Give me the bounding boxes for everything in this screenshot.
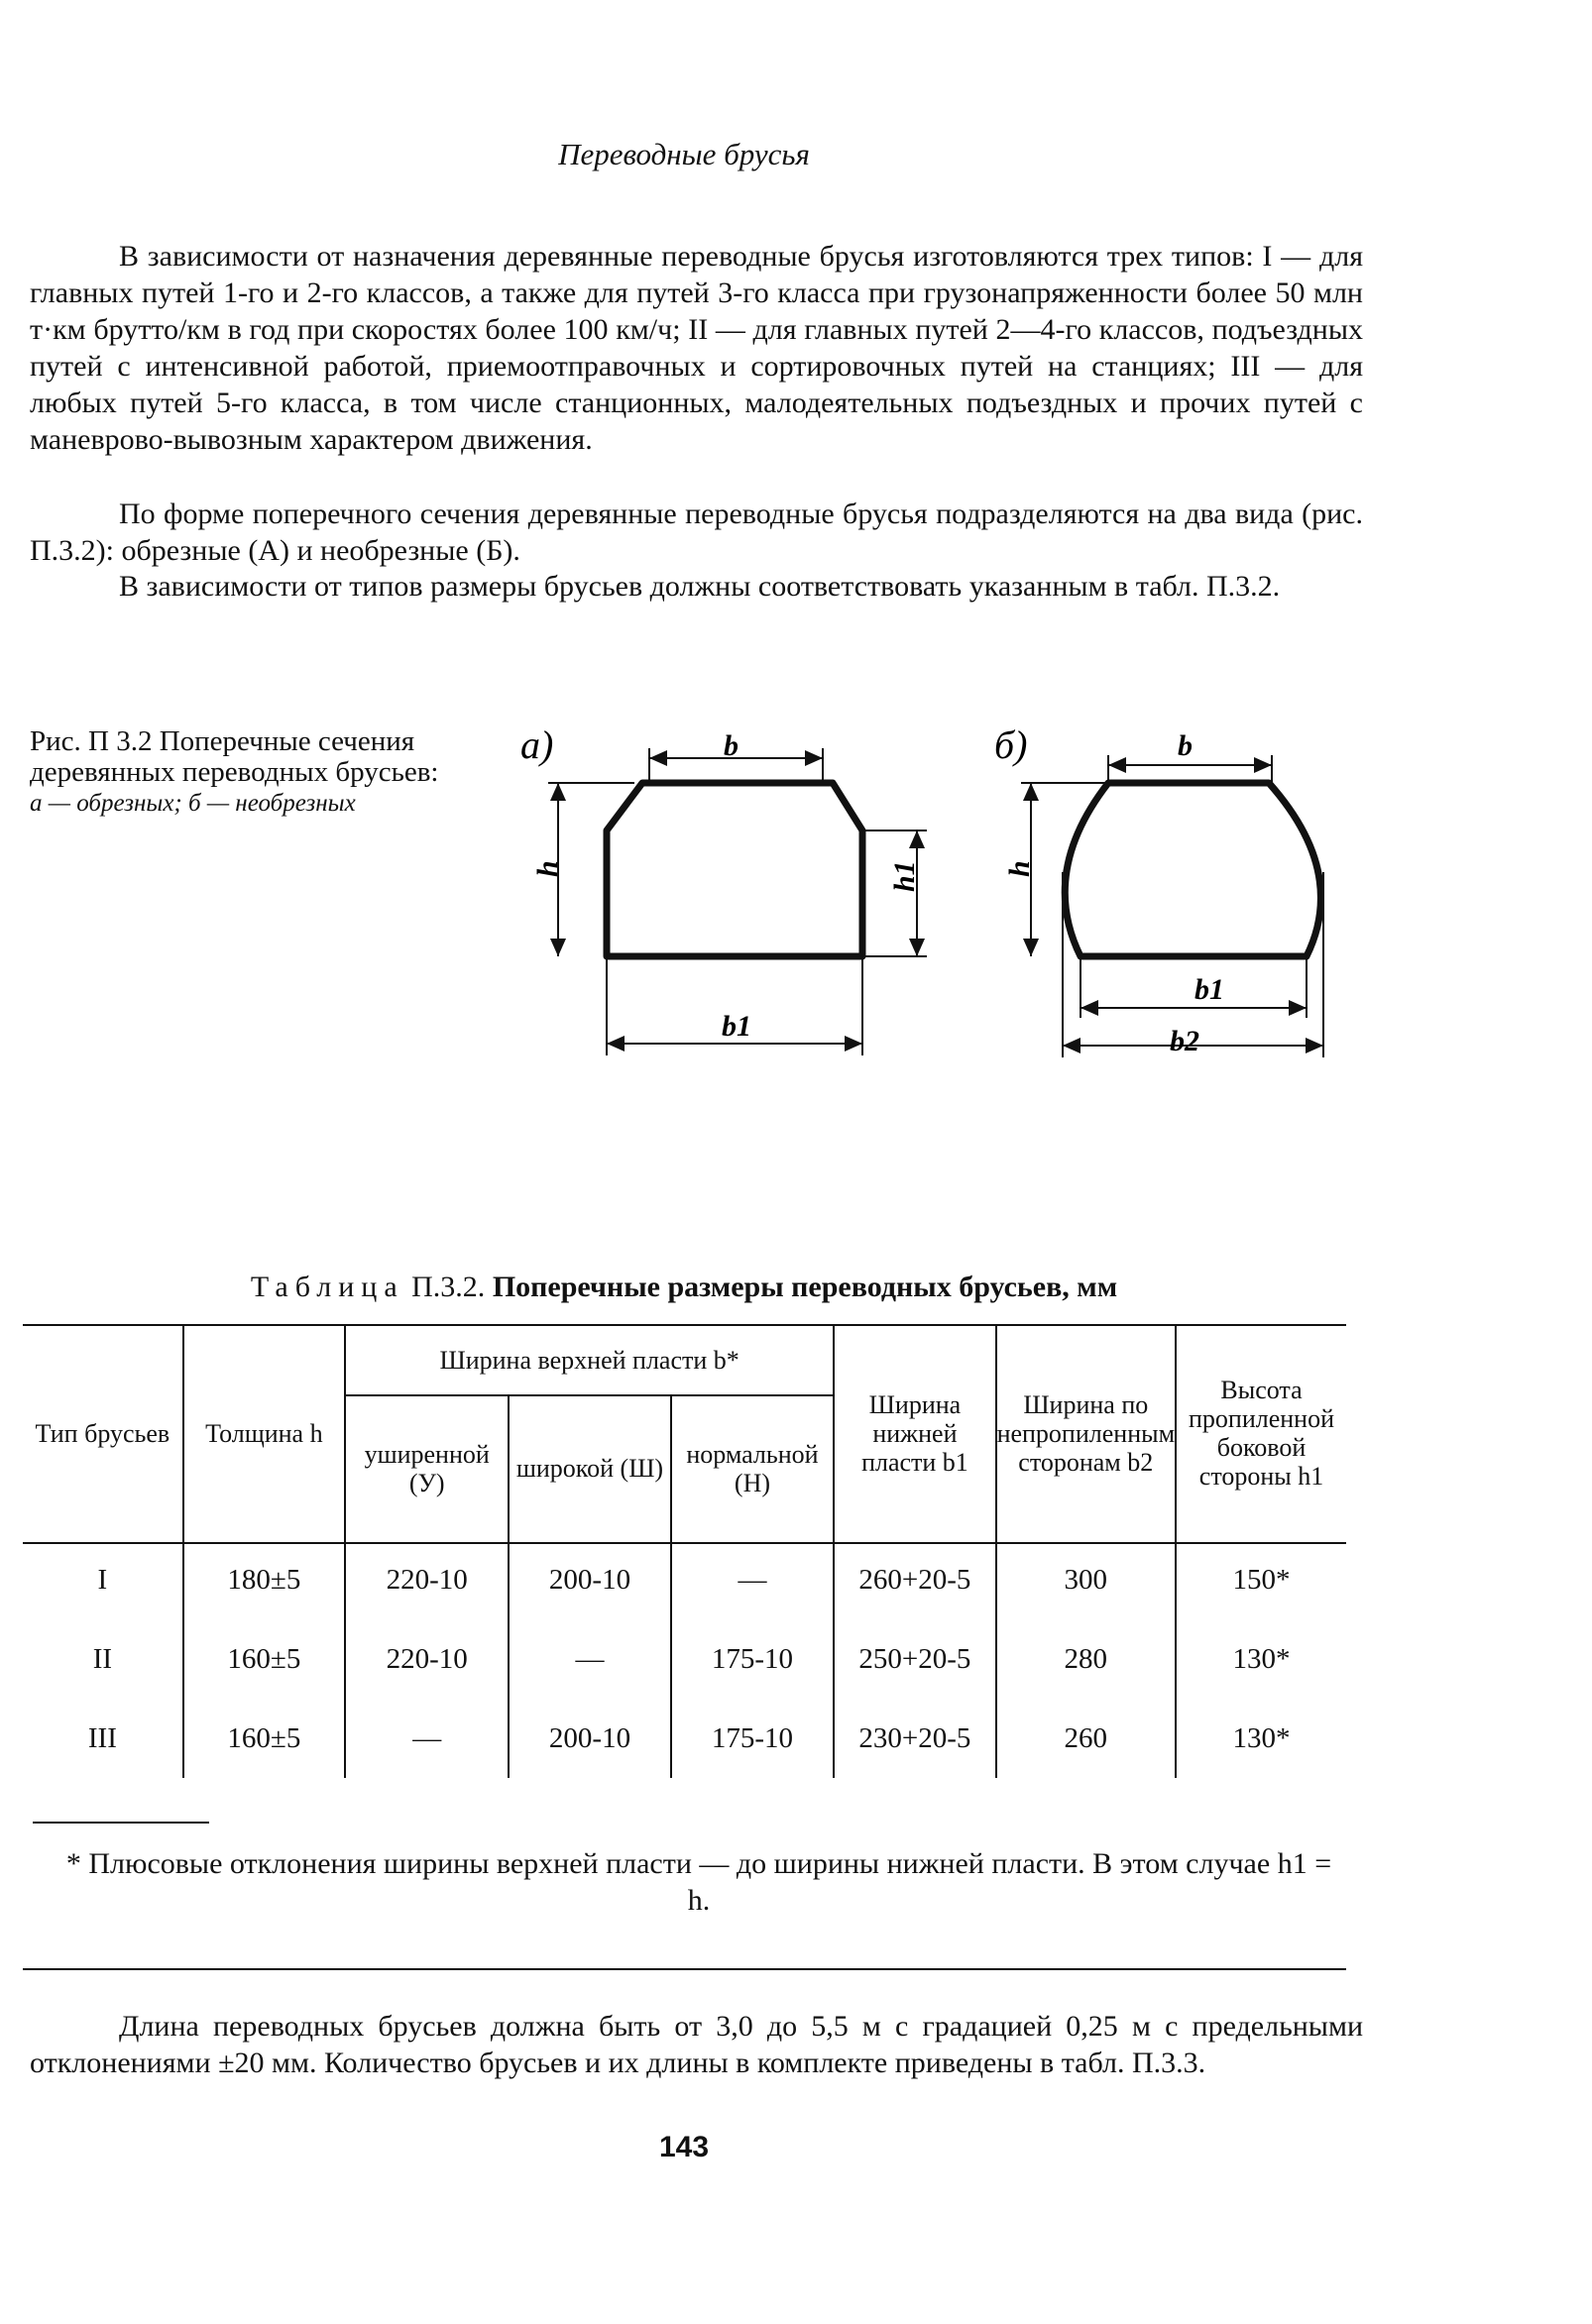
cell-widened: — <box>345 1699 509 1778</box>
cell-thickness: 180±5 <box>183 1540 345 1619</box>
table-caption-number: П.3.2. <box>411 1271 486 1303</box>
header-top-width: Ширина верхней пласти b* <box>345 1326 834 1395</box>
cell-unsawn-width: 300 <box>996 1540 1176 1619</box>
dim-a-b-label: b <box>724 729 739 762</box>
cell-normal: 175-10 <box>671 1699 835 1778</box>
cell-widened: 220-10 <box>345 1619 509 1699</box>
figure-b-label: б) <box>994 722 1028 767</box>
header-unsawn-width: Ширина по непропиленным сторонам b2 <box>996 1326 1176 1540</box>
page-header-title: Переводные брусья <box>558 137 810 171</box>
header-type: Тип брусьев <box>35 1418 171 1448</box>
cell-normal: — <box>671 1540 835 1619</box>
table-row <box>23 1699 1346 1778</box>
section-a-outline <box>607 783 862 956</box>
section-b-outline <box>1065 783 1320 956</box>
cell-type: I <box>97 1563 108 1596</box>
dim-b-b1-label: b1 <box>1194 973 1224 1006</box>
cell-thickness: 160±5 <box>183 1699 345 1778</box>
header-normal: нормальной (Н) <box>671 1395 835 1540</box>
dimensions-table <box>23 1326 1346 1778</box>
cell-unsawn-width: 260 <box>996 1699 1176 1778</box>
cell-widened: 220-10 <box>345 1540 509 1619</box>
header-widened: уширенной (У) <box>345 1395 509 1540</box>
cell-wide: 200-10 <box>509 1699 670 1778</box>
paragraph-section-form-text: По форме поперечного сечения деревянные переводные брусья подразделяются на два вида (рис. П.3.2): обрезные (А) и необрезные (Б). <box>30 498 1363 567</box>
dim-b-b-label: b <box>1178 729 1193 762</box>
paragraph-length <box>30 2008 1363 2081</box>
cell-side-height: 150* <box>1176 1540 1346 1619</box>
table-caption-word: Таблица <box>250 1271 404 1303</box>
cell-wide: — <box>509 1619 670 1699</box>
dim-a-b1-label: b1 <box>722 1010 751 1043</box>
figure-caption-title: Рис. П 3.2 Поперечные сечения деревянных переводных брусьев: <box>30 725 439 788</box>
header-thickness: Толщина h <box>183 1326 345 1540</box>
table-caption-title: Поперечные размеры переводных брусьев, мм <box>492 1271 1118 1303</box>
cell-type: III <box>87 1721 117 1754</box>
paragraph-length-text: Длина переводных брусьев должна быть от 3,0 до 5,5 м с градацией 0,25 м с предельными отклонениями ±20 мм. Количество брусьев и их длины в комплекте приведены в табл. П.3.3. <box>30 2010 1363 2079</box>
figure-a-label: а) <box>520 722 554 767</box>
cell-unsawn-width: 280 <box>996 1619 1176 1699</box>
dim-a-h-label: h <box>531 860 564 877</box>
table-caption <box>0 1271 1368 1304</box>
table-row <box>23 1540 1346 1619</box>
cell-wide: 200-10 <box>509 1540 670 1619</box>
dim-b-h-label: h <box>1003 860 1036 877</box>
cell-bottom-width: 230+20-5 <box>834 1699 995 1778</box>
cell-bottom-width: 260+20-5 <box>834 1540 995 1619</box>
section-divider <box>23 1968 1346 1970</box>
cross-section-figure <box>0 0 1592 1110</box>
paragraph-types-text: В зависимости от назначения деревянные переводные брусья изготовляются трех типов: I — для главных путей 1-го и 2-го классов, а также для путей 3-го класса при грузонапряженности более 50 млн т·км брутто/км в год при скоростях более 100 км/ч; II — для главных путей 2—4-го классов, подъездных путей с интенсивной работой, приемоотправочных и сортировочных путей на станциях; III — для любых путей 5-го класса, в том числе станционных, малодеятельных подъездных и прочих путей с маневрово-вывозным характером движения. <box>30 240 1363 456</box>
page-number: 143 <box>658 2131 710 2163</box>
table-header-rule <box>23 1542 1346 1544</box>
cell-thickness: 160±5 <box>183 1619 345 1699</box>
header-wide: широкой (Ш) <box>509 1395 670 1540</box>
cell-normal: 175-10 <box>671 1619 835 1699</box>
cell-type: II <box>92 1642 113 1675</box>
paragraph-dimensions-text: В зависимости от типов размеры брусьев должны соответствовать указанным в табл. П.3.2. <box>119 570 1281 603</box>
cell-side-height: 130* <box>1176 1699 1346 1778</box>
header-bottom-width: Ширина нижней пласти b1 <box>834 1326 995 1540</box>
footnote: * Плюсовые отклонения ширины верхней пласти — до ширины нижней пласти. В этом случае h1 = h. <box>65 1847 1332 1917</box>
dim-b-b2-label: b2 <box>1170 1025 1199 1057</box>
cell-bottom-width: 250+20-5 <box>834 1619 995 1699</box>
header-side-height: Высота пропиленной боковой стороны h1 <box>1176 1326 1346 1540</box>
table-row <box>23 1619 1346 1699</box>
dim-a-h1-label: h1 <box>888 860 921 892</box>
footnote-separator <box>33 1822 209 1824</box>
figure-caption-legend: а — обрезных; б — необрезных <box>30 790 356 817</box>
cell-side-height: 130* <box>1176 1619 1346 1699</box>
